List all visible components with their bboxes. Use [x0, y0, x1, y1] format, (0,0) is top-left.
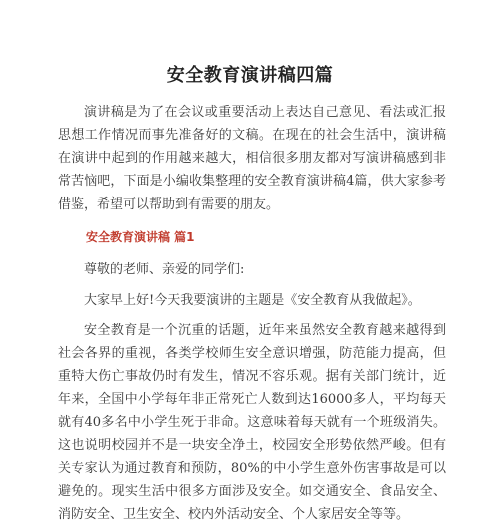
body-paragraph: 安全教育是一个沉重的话题，近年来虽然安全教育越来越得到社会各界的重视，各类学校师生安全意识增强，防范能力提高，但重特大伤亡事故仍时有发生，情况不容乐观。据有关部门统计，近年来，全国中小学每年非正常死亡人数到达16000多人，平均每天就有40多名中小学生死于非命。这意味着每天就有一个班级消失。这也说明校园并不是一块安全净土，校园安全形势依然严峻。但有关专家认为通过教育和预防，80%的中小学生意外伤害事故是可以避免的。现实生活中很多方面涉及安全。如交通安全、食品安全、消防安全、卫生安全、校内外活动安全、个人家居安全等等。 — [58, 323, 446, 522]
opening-paragraph: 大家早上好!今天我要演讲的主题是《安全教育从我做起》。 — [84, 293, 421, 308]
intro-paragraph: 演讲稿是为了在会议或重要活动上表达自己意见、看法或汇报思想工作情况而事先准备好的文稿。在现在的社会生活中，演讲稿在演讲中起到的作用越来越大，相信很多朋友都对写演讲稿感到非常苦恼吧，下面是小编收集整理的安全教育演讲稿4篇，供大家参考借鉴，希望可以帮助到有需要的朋友。 — [58, 105, 446, 212]
section-heading: 安全教育演讲稿 篇1 — [86, 230, 195, 244]
document-title: 安全教育演讲稿四篇 — [166, 65, 334, 86]
greeting-paragraph: 尊敬的老师、亲爱的同学们: — [84, 262, 245, 277]
